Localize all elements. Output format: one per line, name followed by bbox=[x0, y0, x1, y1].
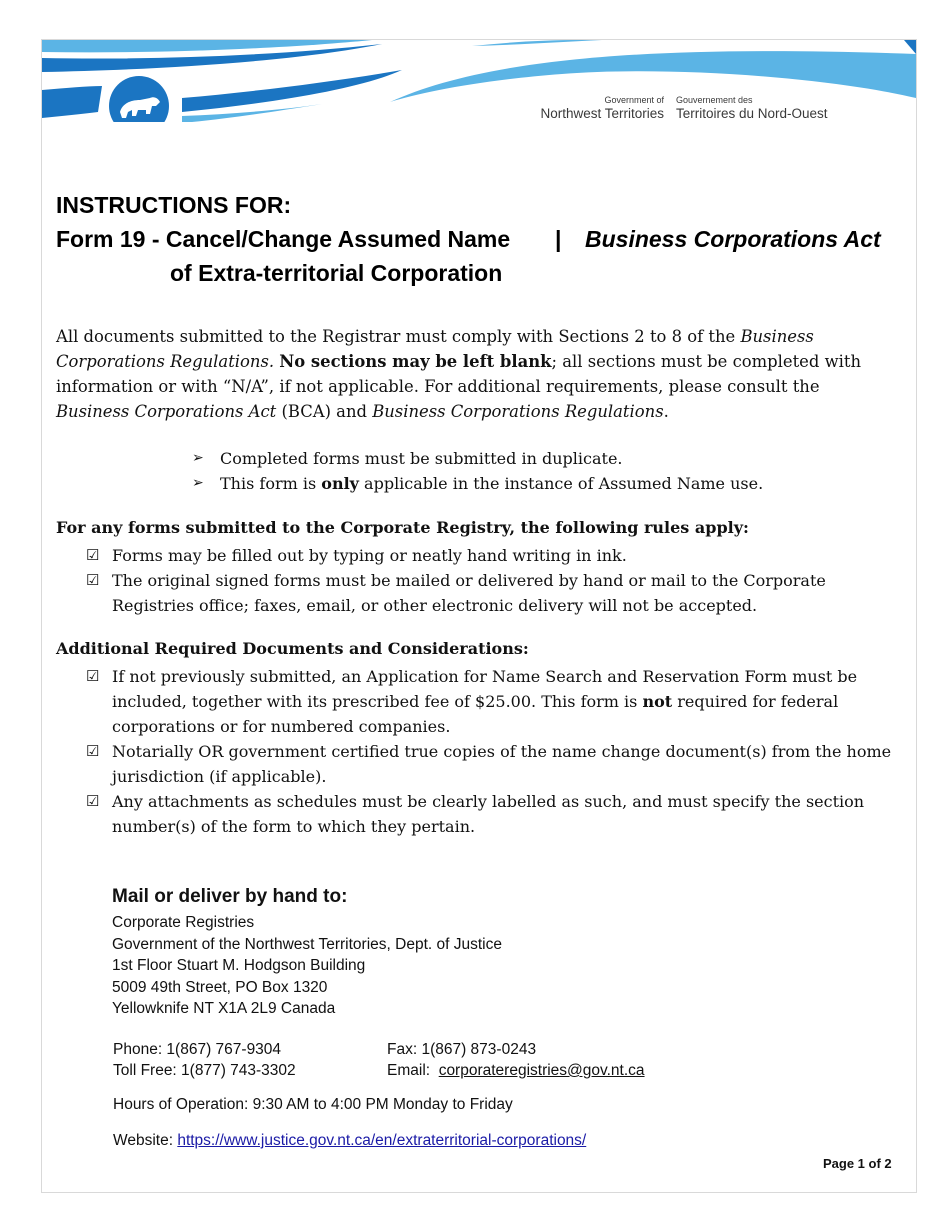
intro-regulations-ref: Business Corporations Regulations. bbox=[56, 327, 814, 371]
list-item bbox=[86, 789, 896, 839]
website-row bbox=[113, 1130, 586, 1151]
requirement-bullets bbox=[192, 446, 763, 496]
list-item bbox=[86, 543, 896, 568]
additional-heading: Additional Required Documents and Considerations: bbox=[56, 639, 529, 658]
government-fr-wordmark bbox=[676, 95, 828, 122]
list-item bbox=[192, 471, 763, 496]
checkbox-checked-icon: ☑ bbox=[86, 546, 100, 564]
address-line: Yellowknife NT X1A 2L9 Canada bbox=[112, 1000, 336, 1017]
address-line: 5009 49th Street, PO Box 1320 bbox=[112, 978, 328, 996]
additional-text bbox=[112, 664, 896, 739]
intro-text-2: ; all sections must be completed with information or with “N/A”, if not applicable. For additional requirements, please consult the bbox=[56, 352, 862, 396]
rules-list bbox=[86, 543, 896, 618]
email-label: Email: bbox=[387, 1062, 439, 1079]
government-fr-name: Territoires du Nord-Ouest bbox=[676, 106, 828, 121]
email-link[interactable]: corporateregistries@gov.nt.ca bbox=[438, 1062, 645, 1079]
additional-text: Notarially OR government certified true copies of the name change document(s) from the home jurisdiction (if applicable). bbox=[112, 742, 892, 786]
checkbox-checked-icon: ☑ bbox=[86, 792, 100, 810]
address-line: 1st Floor Stuart M. Hodgson Building bbox=[112, 957, 366, 974]
website-label: Website: bbox=[113, 1132, 178, 1149]
additional-text-bold: not bbox=[642, 692, 673, 711]
toll-free-number: Toll Free: 1(877) 743-3302 bbox=[113, 1062, 296, 1079]
email-row bbox=[387, 1060, 645, 1081]
intro-act-ref: Business Corporations Act bbox=[56, 402, 277, 421]
phone-block bbox=[113, 1039, 296, 1081]
list-item bbox=[86, 739, 896, 789]
arrow-bullet-icon: ➢ bbox=[192, 475, 204, 491]
intro-no-blank: No sections may be left blank bbox=[279, 352, 552, 371]
government-en-name: Northwest Territories bbox=[540, 106, 664, 121]
hours-of-operation: Hours of Operation: 9:30 AM to 4:00 PM Monday to Friday bbox=[113, 1096, 513, 1113]
additional-text-post: required for federal corporations or for numbered companies. bbox=[112, 692, 839, 736]
title-line-3: of Extra-territorial Corporation bbox=[170, 260, 503, 286]
list-item bbox=[192, 446, 763, 471]
arrow-bullet-icon: ➢ bbox=[192, 450, 204, 466]
title-separator: | bbox=[555, 226, 562, 252]
additional-text-pre: If not previously submitted, an Application for Name Search and Reservation Form must be included, together with its prescribed fee of $25.00. This form is bbox=[112, 667, 858, 711]
mail-heading: Mail or deliver by hand to: bbox=[112, 886, 348, 907]
intro-text-3: (BCA) and bbox=[276, 402, 373, 421]
fax-number: Fax: 1(867) 873-0243 bbox=[387, 1041, 537, 1058]
bullet-text: applicable in the instance of Assumed Name use. bbox=[358, 474, 764, 493]
government-en-wordmark bbox=[524, 95, 664, 122]
address-line: Corporate Registries bbox=[112, 914, 255, 931]
list-item bbox=[86, 664, 896, 739]
government-fr-small: Gouvernement des bbox=[676, 95, 753, 105]
intro-period: . bbox=[663, 402, 669, 421]
page-number: Page 1 of 2 bbox=[823, 1156, 892, 1171]
additional-list bbox=[86, 664, 896, 839]
government-en-small: Government of bbox=[604, 95, 664, 105]
intro-text-1: All documents submitted to the Registrar must comply with Sections 2 to 8 of the bbox=[56, 327, 741, 346]
website-link[interactable]: https://www.justice.gov.nt.ca/en/extraterritorial-corporations/ bbox=[177, 1132, 587, 1149]
title-form-name: Form 19 - Cancel/Change Assumed Name bbox=[56, 226, 511, 252]
intro-paragraph bbox=[56, 324, 886, 424]
rule-text: The original signed forms must be mailed or delivered by hand or mail to the Corporate Registries office; faxes, email, or other electronic delivery will not be accepted. bbox=[112, 571, 826, 615]
intro-regulations-ref-2: Business Corporations Regulations bbox=[372, 402, 664, 421]
bullet-duplicate: Completed forms must be submitted in duplicate. bbox=[220, 449, 623, 468]
bullet-assumed-name bbox=[220, 471, 763, 496]
address-line: Government of the Northwest Territories, Dept. of Justice bbox=[112, 935, 502, 953]
mailing-address bbox=[112, 912, 502, 1020]
rules-heading: For any forms submitted to the Corporate Registry, the following rules apply: bbox=[56, 518, 749, 537]
title-act: Business Corporations Act bbox=[585, 226, 881, 252]
checkbox-checked-icon: ☑ bbox=[86, 742, 100, 760]
phone-number: Phone: 1(867) 767-9304 bbox=[113, 1041, 282, 1058]
polar-bear-logo-icon bbox=[109, 76, 169, 122]
bullet-bold: only bbox=[321, 474, 359, 493]
title-line-1: INSTRUCTIONS FOR: bbox=[56, 192, 292, 218]
checkbox-checked-icon: ☑ bbox=[86, 571, 100, 589]
rule-text: Forms may be filled out by typing or neatly hand writing in ink. bbox=[112, 546, 627, 565]
checkbox-checked-icon: ☑ bbox=[86, 667, 100, 685]
list-item bbox=[86, 568, 896, 618]
fax-email-block bbox=[387, 1039, 645, 1081]
additional-text: Any attachments as schedules must be clearly labelled as such, and must specify the section number(s) of the form to which they pertain. bbox=[112, 792, 865, 836]
bullet-text: This form is bbox=[220, 474, 322, 493]
